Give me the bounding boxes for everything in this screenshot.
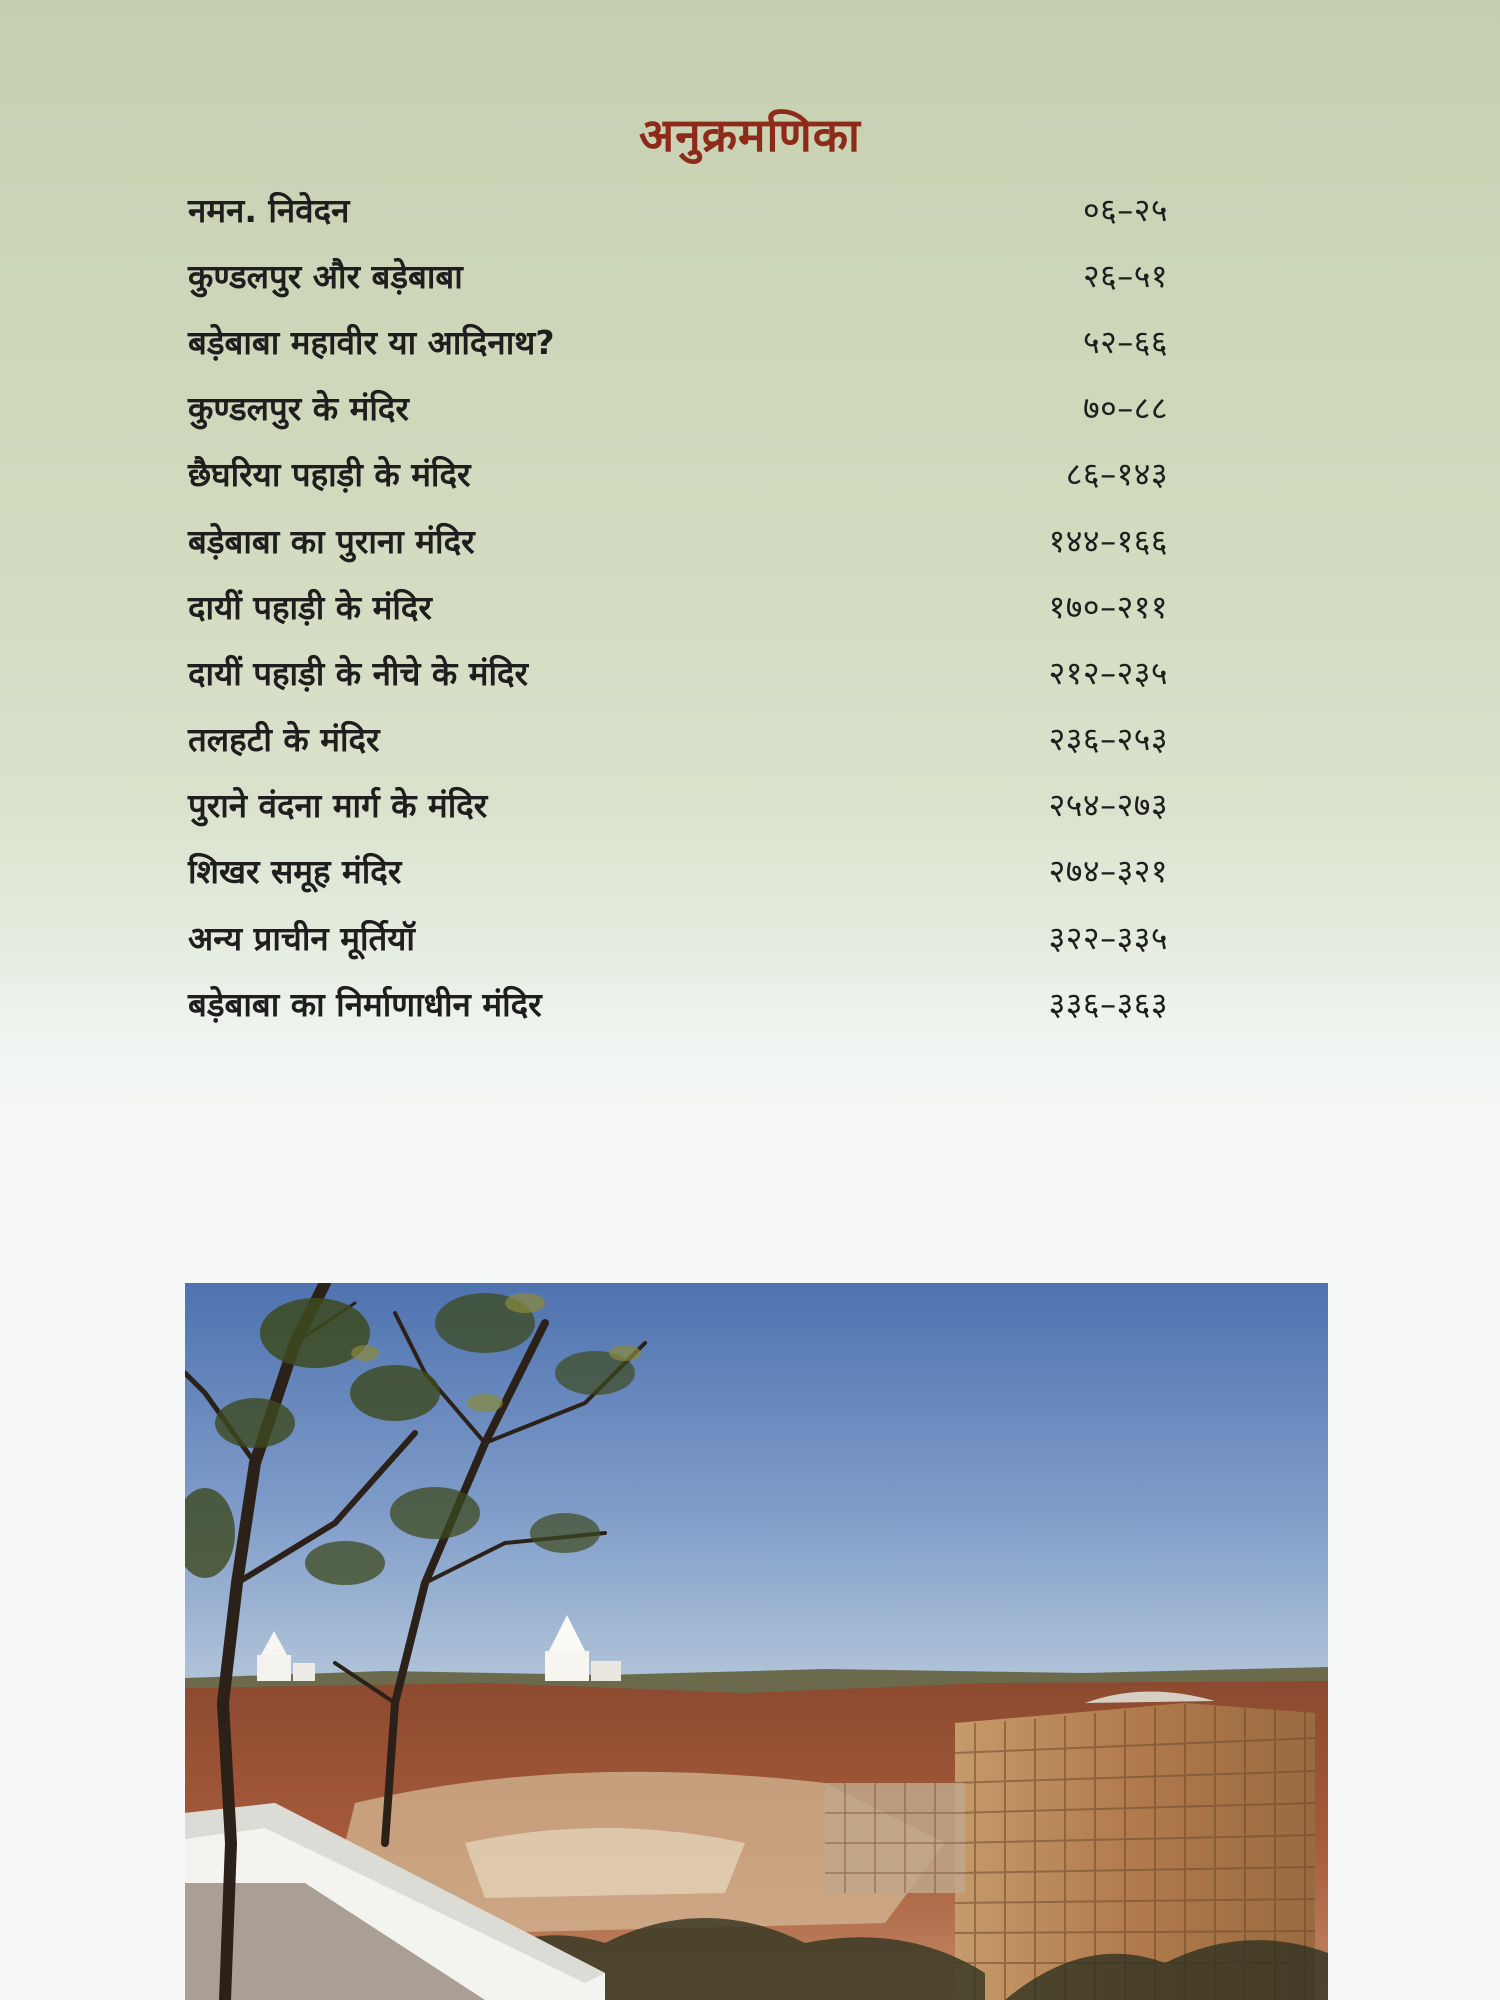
toc-entry-label: नमन. निवेदन <box>188 190 350 230</box>
toc-entry <box>188 639 1168 705</box>
toc-entry <box>188 970 1168 1036</box>
toc-entry-label: कुण्डलपुर के मंदिर <box>188 389 409 429</box>
toc-entry-label: बड़ेबाबा का निर्माणाधीन मंदिर <box>188 984 542 1024</box>
toc-entry-label: शिखर समूह मंदिर <box>188 852 402 892</box>
toc-entry-label: बड़ेबाबा का पुराना मंदिर <box>188 521 475 561</box>
toc-entry <box>188 838 1168 904</box>
toc-entry-pages: २१२–२३५ <box>1048 653 1168 692</box>
toc-entry-pages: ८६–१४३ <box>1065 455 1168 494</box>
toc-entry-label: अन्य प्राचीन मूर्तियॉ <box>188 918 415 958</box>
toc-entry-pages: ३३६–३६३ <box>1048 984 1168 1023</box>
toc-entry-pages: २७४–३२१ <box>1048 852 1168 891</box>
toc-entry-pages: २३६–२५३ <box>1048 720 1168 759</box>
toc-entry-label: दायीं पहाड़ी के मंदिर <box>188 587 432 627</box>
toc-entry-pages: २६–५१ <box>1082 256 1168 295</box>
toc-entry <box>188 308 1168 374</box>
toc-entry <box>188 176 1168 242</box>
toc-entry <box>188 242 1168 308</box>
toc-entry-pages: १४४–१६६ <box>1048 521 1168 560</box>
courtyard-ground <box>465 1828 745 1898</box>
toc-entry <box>188 706 1168 772</box>
toc-entry <box>188 507 1168 573</box>
toc-entry <box>188 904 1168 970</box>
toc-entry-pages: ७०–८८ <box>1082 389 1168 428</box>
toc-entry-pages: ५२–६६ <box>1082 322 1168 361</box>
toc-entry-pages: ०६–२५ <box>1082 190 1168 229</box>
toc-entry <box>188 772 1168 838</box>
temple-landscape-photo <box>185 1283 1328 2000</box>
table-of-contents <box>188 176 1168 1036</box>
toc-entry-label: छैघरिया पहाड़ी के मंदिर <box>188 455 471 495</box>
temple-landscape-illustration <box>185 1283 1328 2000</box>
toc-entry-pages: २५४–२७३ <box>1048 786 1168 825</box>
toc-entry <box>188 375 1168 441</box>
toc-entry <box>188 441 1168 507</box>
toc-entry-label: पुराने वंदना मार्ग के मंदिर <box>188 786 488 826</box>
toc-entry-label: दायीं पहाड़ी के नीचे के मंदिर <box>188 653 529 693</box>
toc-entry <box>188 573 1168 639</box>
page-title: अनुक्रमणिका <box>639 107 861 162</box>
toc-entry-label: कुण्डलपुर और बड़ेबाबा <box>188 256 463 296</box>
toc-entry-pages: १७०–२११ <box>1048 587 1168 626</box>
toc-entry-label: बड़ेबाबा महावीर या आदिनाथ? <box>188 322 555 362</box>
toc-entry-label: तलहटी के मंदिर <box>188 720 380 760</box>
toc-entry-pages: ३२२–३३५ <box>1048 918 1168 957</box>
